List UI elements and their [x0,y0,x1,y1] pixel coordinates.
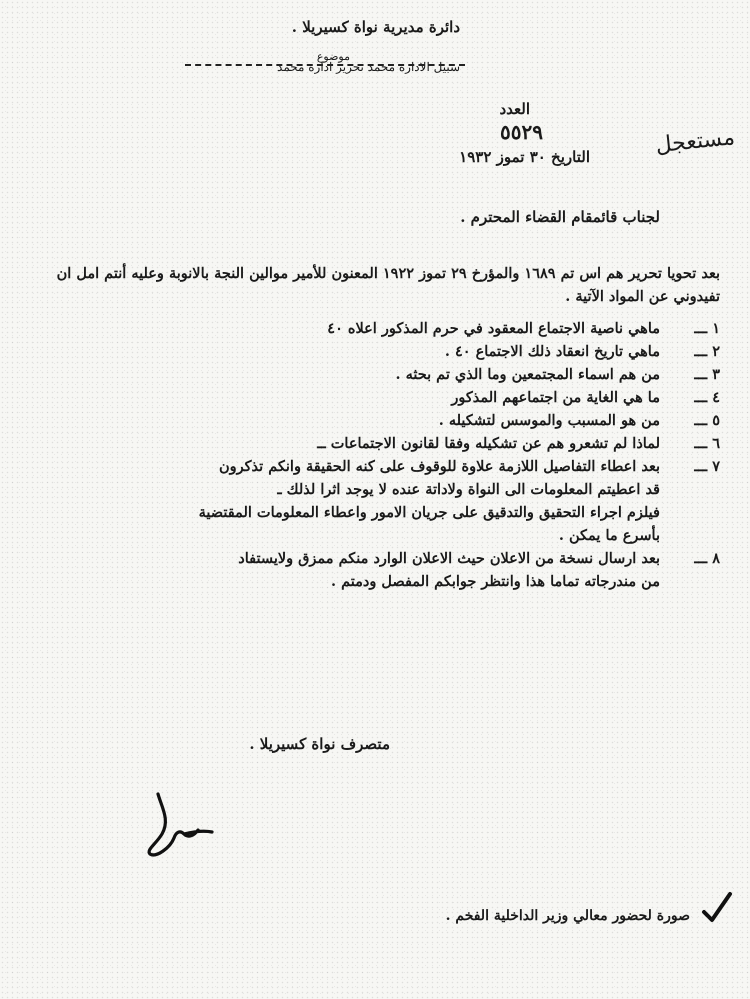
item-number: ٤ ـــ [694,389,720,406]
item-text: ماهي تاريخ انعقاد ذلك الاجتماع ٤٠ . [444,343,660,360]
item-number: ٢ ـــ [694,343,720,360]
list-item [30,547,720,570]
list-item [30,340,720,363]
item-number: ٥ ـــ [694,412,720,429]
list-item [30,317,720,340]
item-text: لماذا لم تشعرو هم عن تشكيله وفقا لقانون الاجتماعات ــ [317,435,660,452]
list-item [30,478,720,501]
number-label: العدد [499,100,530,118]
list-item [30,409,720,432]
item-text: فيلزم اجراء التحقيق والتدقيق على جريان الامور واعطاء المعلومات المقتضية [198,504,660,521]
dashed-divider [185,64,465,67]
item-number: ١ ـــ [694,320,720,337]
list-item [30,363,720,386]
item-text: بعد ارسال نسخة من الاعلان حيث الاعلان الوارد منكم ممزق ولايستفاد [238,550,660,567]
item-text: من هو المسبب والموسس لتشكيله . [438,412,660,429]
signatory-title: متصرف نواة كسيريلا . [249,735,390,753]
handwritten-signature [140,790,220,860]
item-text: ما هي الغاية من اجتماعهم المذكور [451,389,660,406]
item-text: بأسرع ما يمكن . [558,527,660,544]
item-number: ٣ ـــ [694,366,720,383]
urgent-margin-note: مستعجل [654,125,737,159]
intro-paragraph: بعد تحويا تحرير هم اس تم ١٦٨٩ والمؤرخ ٢٩ تموز ١٩٢٢ المعنون للأمير موالين النجة بالانوبة وعليه أنتم امل ان تفيدوني عن المواد الآتية . [56,265,720,305]
list-item [30,570,720,593]
list-item [30,501,720,524]
item-text: من مندرجاته تماما هذا وانتظر جوابكم المفصل ودمتم . [331,573,660,590]
office-header: دائرة مديرية نواة كسيريلا . [291,18,460,36]
list-item [30,386,720,409]
item-number: ٧ ـــ [694,458,720,475]
item-number: ٦ ـــ [694,435,720,452]
numbered-items [30,317,720,593]
salutation: لجناب قائمقام القضاء المحترم . [460,208,660,226]
list-item [30,455,720,478]
checkmark-icon [700,890,734,924]
subject-line: سبيل الادارة محمد تحرير ادارة محمد [277,60,460,74]
reference-number: ٥٥٢٩ [500,120,543,144]
item-text: بعد اعطاء التفاصيل اللازمة علاوة للوقوف على كنه الحقيقة وانكم تذكرون [218,458,660,475]
item-text: قد اعطيتم المعلومات الى النواة ولاداتة عنده لا يوجد اثرا لذلك ـ [277,481,660,498]
list-item [30,524,720,547]
list-item [30,432,720,455]
item-text: من هم اسماء المجتمعين وما الذي تم بحثه . [395,366,660,383]
subject-heading: موضوع [316,50,350,63]
date-line: التاريخ ٣٠ تموز ١٩٣٢ [459,148,590,166]
item-text: ماهي ناصية الاجتماع المعقود في حرم المذكور اعلاه ٤٠ [327,320,660,337]
copy-to-line: صورة لحضور معالي وزير الداخلية الفخم . [445,908,690,924]
item-number: ٨ ـــ [694,550,720,567]
